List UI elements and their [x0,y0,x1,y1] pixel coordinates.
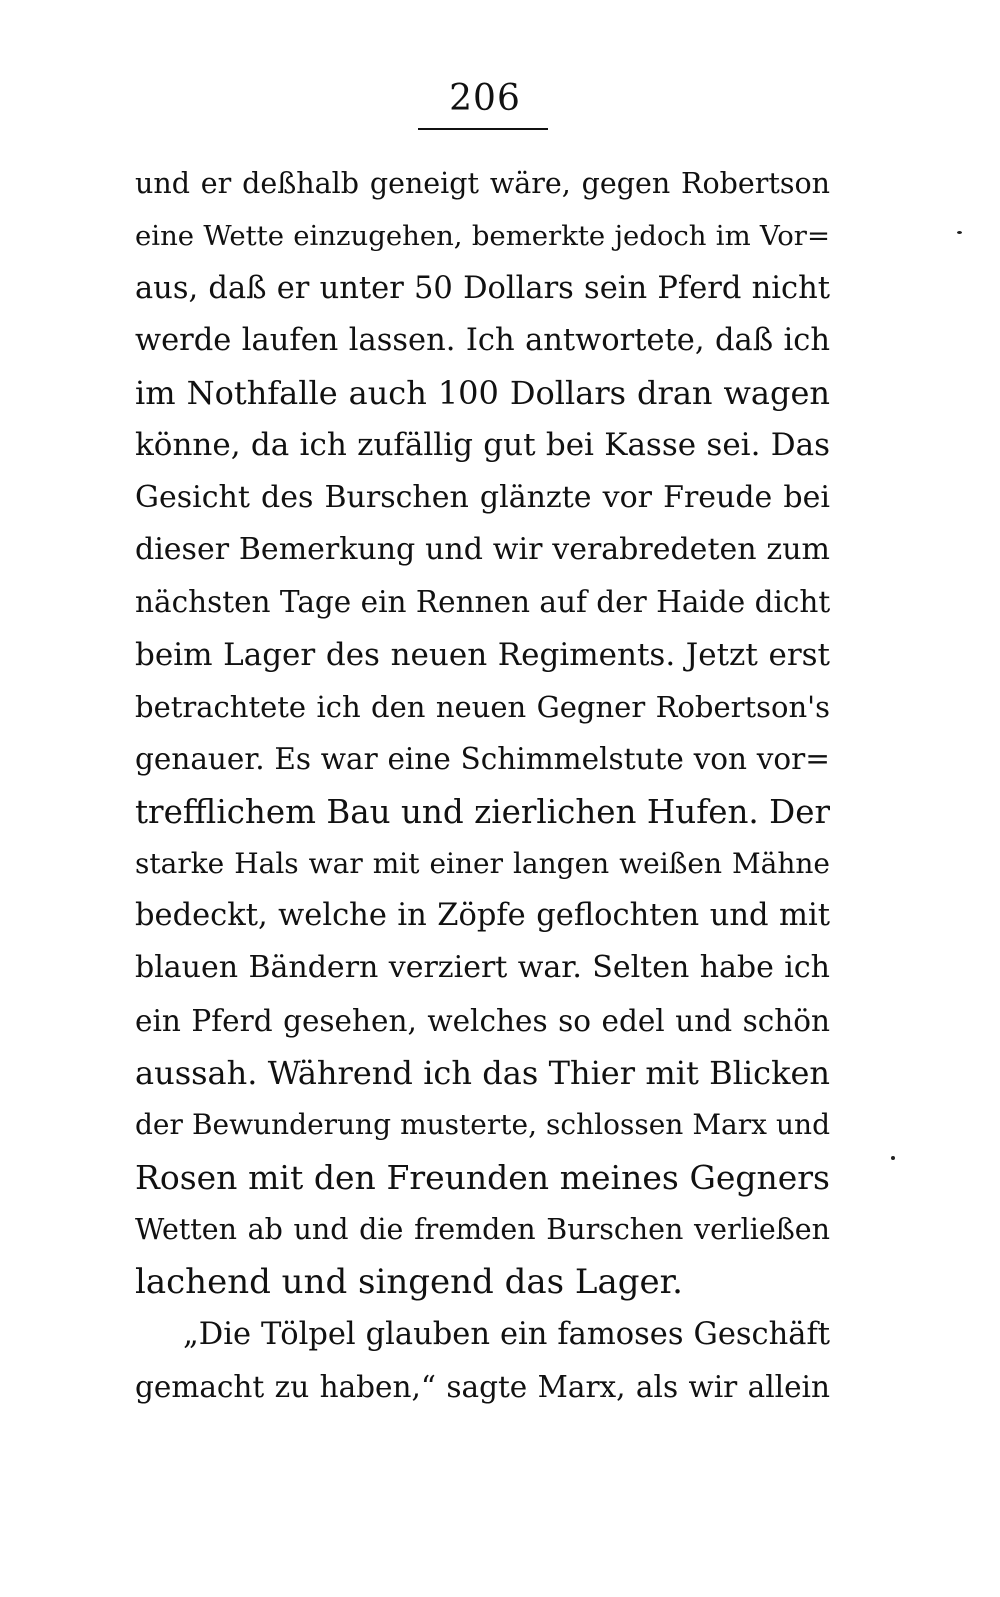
text-line: Wetten ab und die fremden Burschen verließen [135,1212,830,1246]
text-line: dieser Bemerkung und wir verabredeten zum [135,532,830,568]
text-line: starke Hals war mit einer langen weißen Mähne [135,846,830,880]
text-line: bedeckt, welche in Zöpfe geflochten und mit [135,898,830,934]
text-line: aussah. Während ich das Thier mit Blicken [135,1054,830,1093]
text-line: beim Lager des neuen Regiments. Jetzt erst [135,636,830,673]
text-line: und er deßhalb geneigt wäre, gegen Robertson [135,167,830,200]
header-rule [418,128,548,130]
text-line: eine Wette einzugehen, bemerkte jedoch im Vor= [135,220,830,253]
text-line: lachend und singend das Lager. [135,1262,683,1303]
text-line: Gesicht des Burschen glänzte vor Freude bei [135,479,830,515]
text-line: werde laufen lassen. Ich antwortete, daß ich [135,322,830,358]
text-line: gemacht zu haben,“ sagte Marx, als wir allein [135,1369,830,1404]
text-line: trefflichem Bau und zierlichen Hufen. Der [135,792,830,831]
text-line: im Nothfalle auch 100 Dollars dran wagen [135,374,830,413]
text-line: betrachtete ich den neuen Gegner Robertson's [135,689,830,724]
stray-ink-mark [891,1156,895,1160]
text-line: aus, daß er unter 50 Dollars sein Pferd nicht [135,270,830,306]
stray-ink-mark [957,231,962,234]
text-line: genauer. Es war eine Schimmelstute von vor= [135,742,830,777]
text-line: nächsten Tage ein Rennen auf der Haide dicht [135,585,830,620]
body-text [135,158,830,1413]
text-line: der Bewunderung musterte, schlossen Marx und [135,1108,830,1142]
page-number: 206 [449,78,521,119]
text-line: Rosen mit den Freunden meines Gegners [135,1157,830,1197]
text-line: blauen Bändern verziert war. Selten habe ich [135,950,830,986]
text-line: ein Pferd gesehen, welches so edel und schön [135,1003,830,1038]
text-line: könne, da ich zufällig gut bei Kasse sei. Das [135,427,830,464]
text-line: „Die Tölpel glauben ein famoses Geschäft [183,1316,830,1352]
